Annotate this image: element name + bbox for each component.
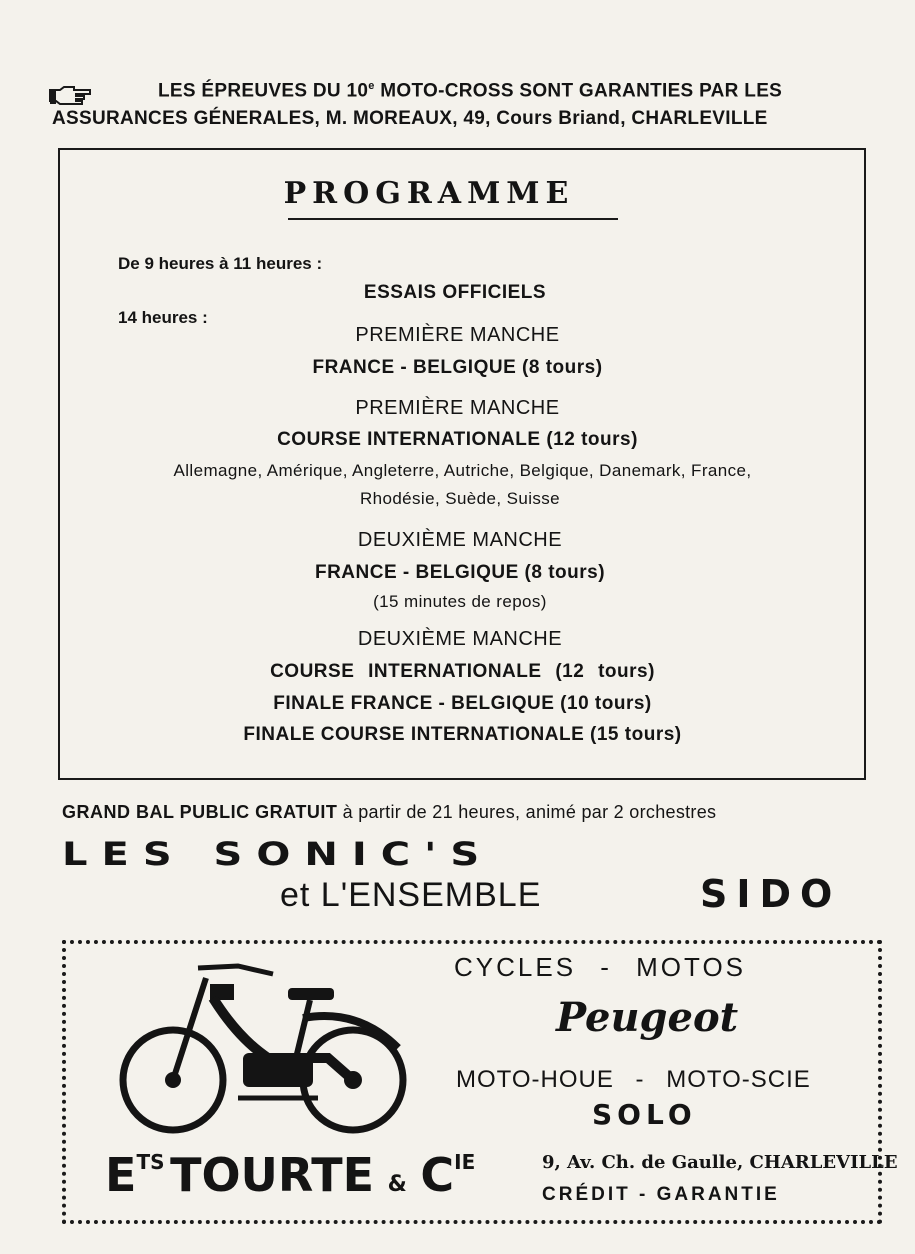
final-2: FINALE COURSE INTERNATIONALE (15 tours) xyxy=(243,724,682,745)
heat1-label-b: PREMIÈRE MANCHE xyxy=(355,397,560,419)
company-name: ETS TOURTE & CIE xyxy=(105,1148,476,1202)
band-sido: SIDO xyxy=(700,872,842,916)
products: MOTO-HOUE - MOTO-SCIE xyxy=(456,1066,811,1093)
header-line-2: ASSURANCES GÉNERALES, M. MOREAUX, 49, Cours Briand, CHARLEVILLE xyxy=(52,108,768,129)
solo: SOLO xyxy=(592,1098,697,1131)
ensemble-text: et L'ENSEMBLE xyxy=(280,876,542,914)
race1-a: FRANCE - BELGIQUE (8 tours) xyxy=(312,357,603,378)
rest-note: (15 minutes de repos) xyxy=(373,592,547,611)
bal-line: GRAND BAL PUBLIC GRATUIT à partir de 21 heures, animé par 2 orchestres xyxy=(62,802,717,822)
heat2-label-a: DEUXIÈME MANCHE xyxy=(357,529,563,551)
address: 9, Av. Ch. de Gaulle, CHARLEVILLE xyxy=(542,1152,898,1173)
credit-garantie: CRÉDIT - GARANTIE xyxy=(542,1184,780,1205)
countries-line-1: Allemagne, Amérique, Angleterre, Autriche, Belgique, Danemark, France, xyxy=(173,461,752,480)
moped-illustration xyxy=(118,958,408,1138)
pointing-hand-icon xyxy=(48,84,92,106)
countries-line-2: Rhodésie, Suède, Suisse xyxy=(359,489,561,508)
final-1: FINALE FRANCE - BELGIQUE (10 tours) xyxy=(273,693,652,714)
morning-label: De 9 heures à 11 heures : xyxy=(118,254,323,273)
peugeot-brand: Peugeot xyxy=(556,994,739,1041)
programme-title: PROGRAMME xyxy=(283,176,575,211)
afternoon-label: 14 heures : xyxy=(118,308,208,327)
morning-event: ESSAIS OFFICIELS xyxy=(363,282,547,303)
race1-b: COURSE INTERNATIONALE (12 tours) xyxy=(277,429,638,450)
cycles-motos: CYCLES - MOTOS xyxy=(454,952,747,982)
race2-a: FRANCE - BELGIQUE (8 tours) xyxy=(314,562,606,583)
heat1-label-a: PREMIÈRE MANCHE xyxy=(355,324,560,346)
header-line-1: LES ÉPREUVES DU 10e MOTO-CROSS SONT GARANTIES PAR LES xyxy=(158,80,783,102)
heat2-label-b: DEUXIÈME MANCHE xyxy=(357,628,563,650)
band-sonics: LES SONIC'S xyxy=(62,836,494,873)
race2-b: COURSE INTERNATIONALE (12 tours) xyxy=(270,661,655,682)
programme-title-rule xyxy=(288,218,618,220)
